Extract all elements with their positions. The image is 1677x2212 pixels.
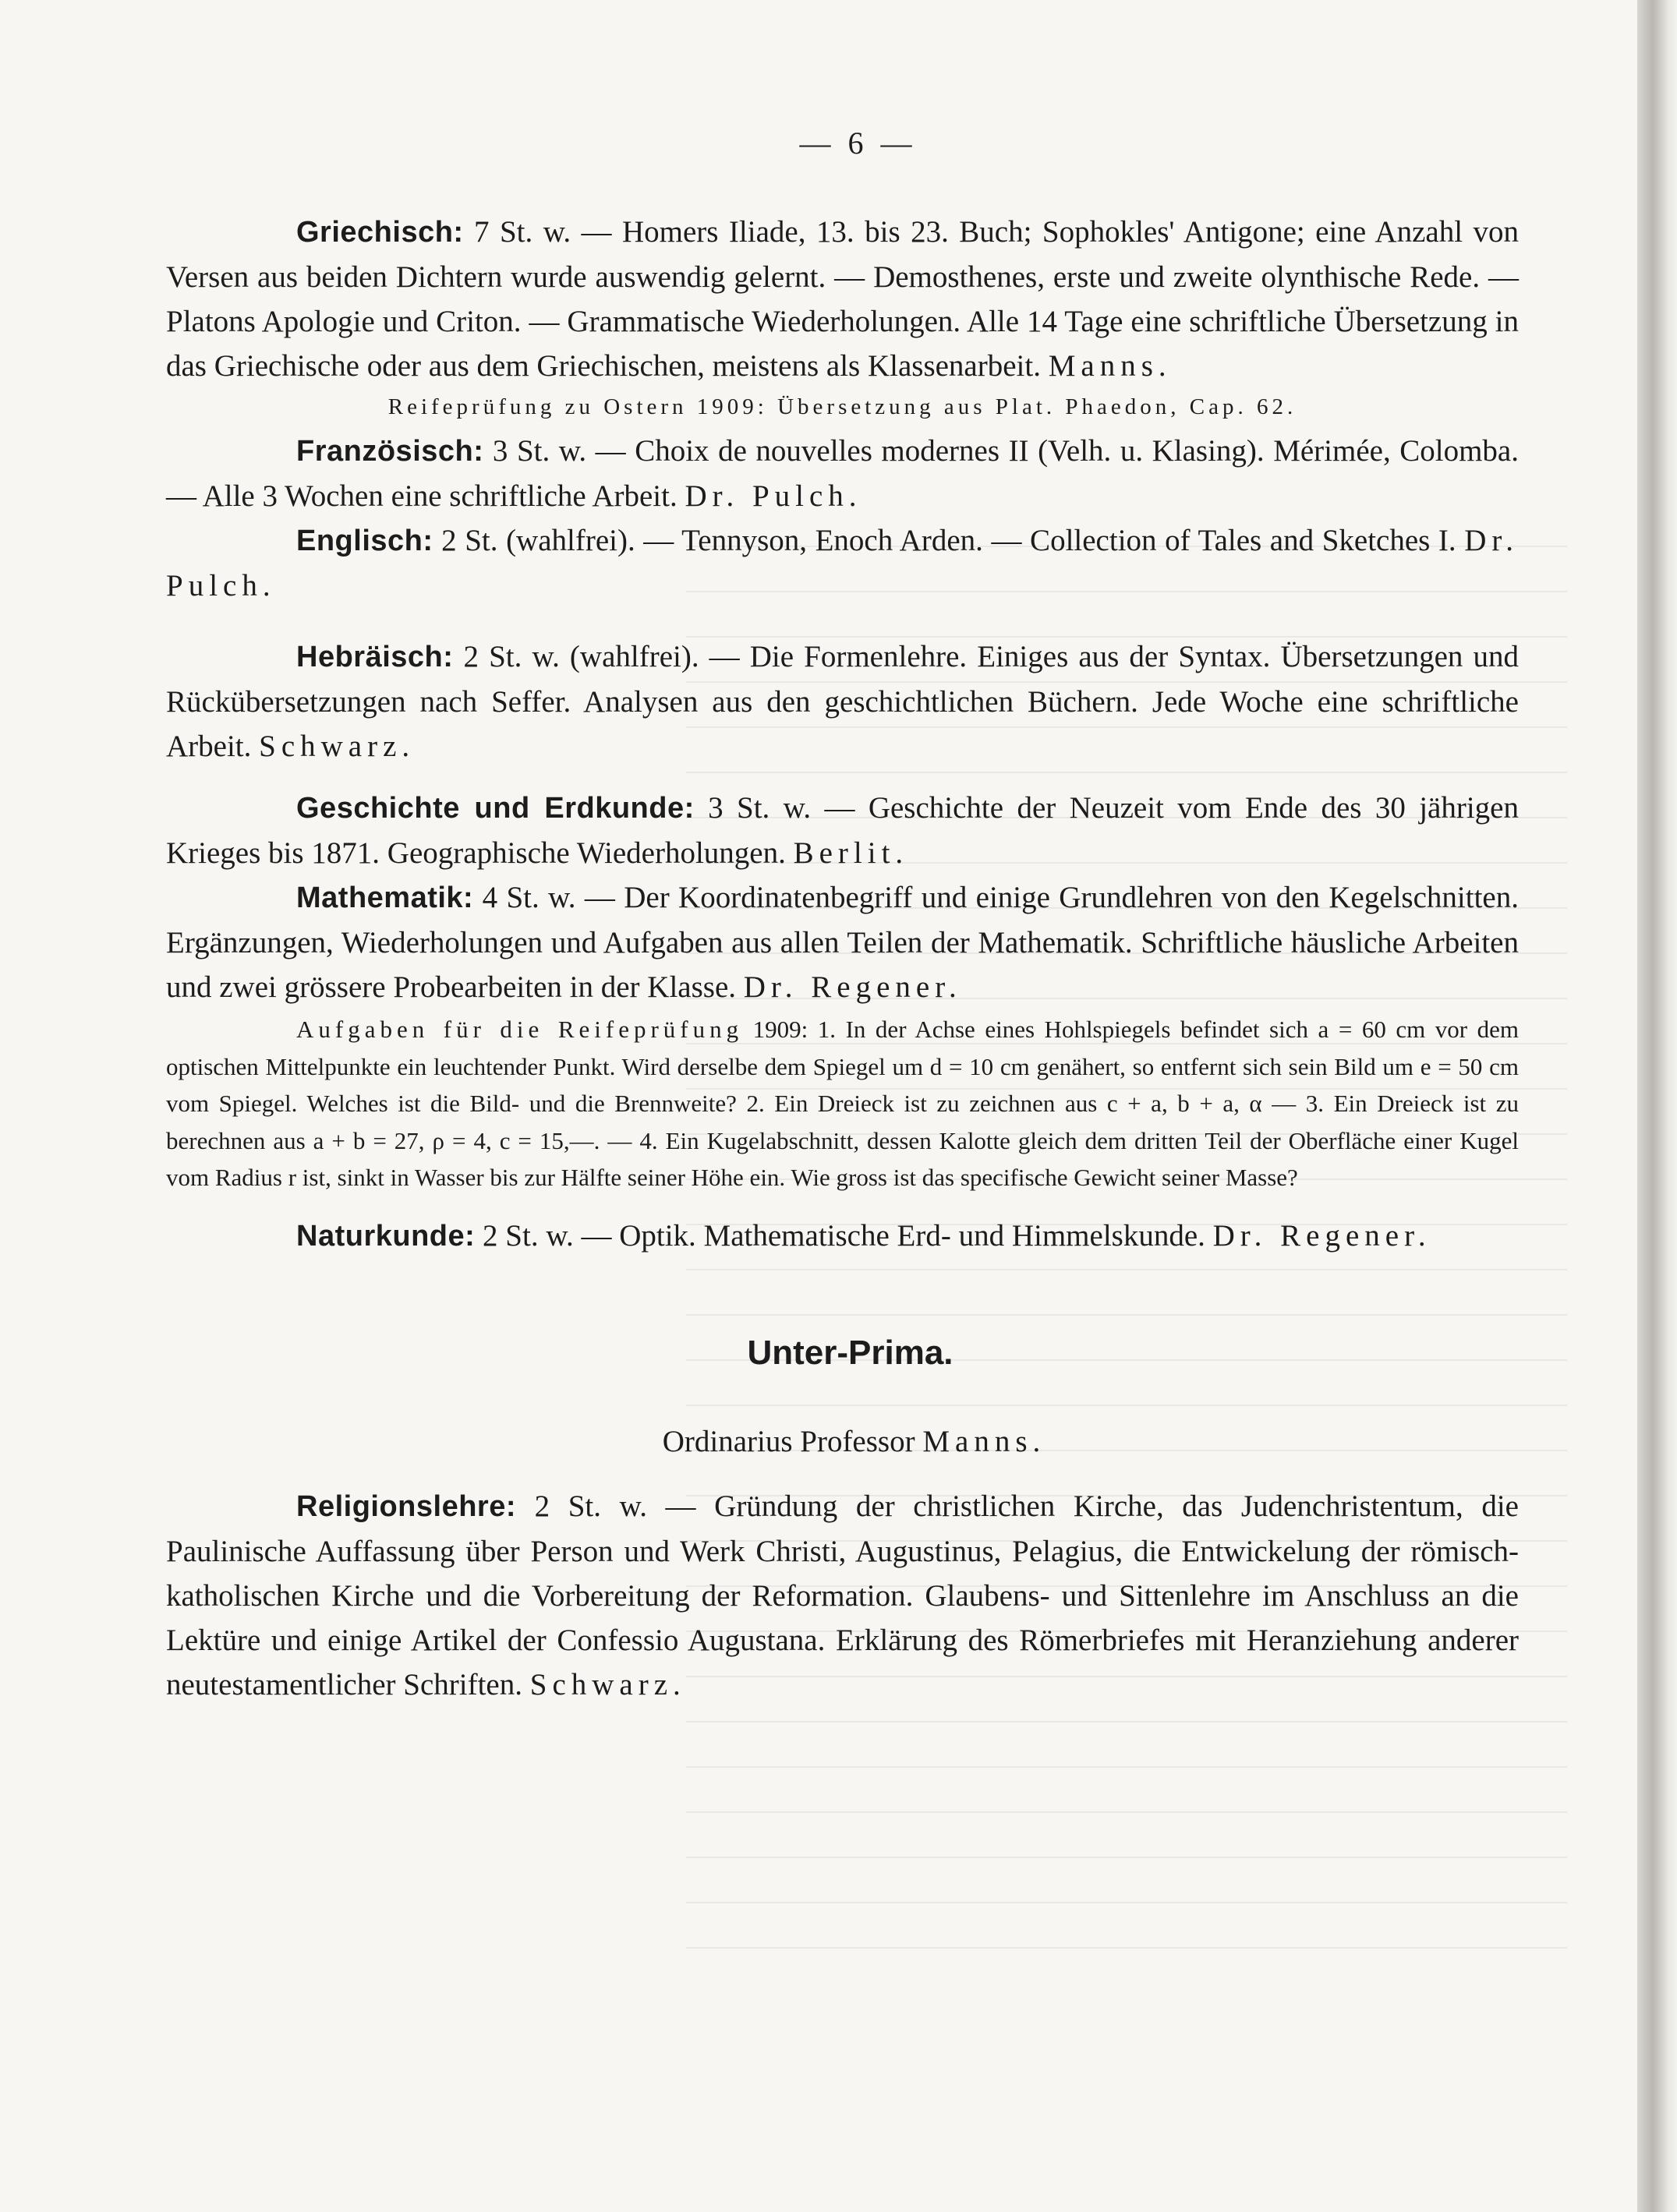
text-griechisch: 7 St. w. — Homers Iliade, 13. bis 23. Buch; Sophokles' Antigone; eine Anzahl von Versen aus beiden Dichtern wurde auswendig gelernt. — Demosthenes, erste und zweite olynthische Rede. — Platons Apologie und Criton. — Grammatische Wiederholungen. Alle 14 Tage eine schriftliche Übersetzung in das Griechische oder aus dem Griechischen, meistens als Klassenarbeit. (166, 215, 1519, 383)
section-title-unter-prima: Unter-Prima. (747, 1333, 953, 1372)
page-edge-shadow (1637, 0, 1677, 2212)
text-englisch: 2 St. (wahlfrei). — Tennyson, Enoch Arden. — Collection of Tales and Sketches I. (433, 524, 1465, 557)
text-mathematik: 4 St. w. — Der Koordinatenbegriff und einige Grundlehren von den Kegelschnitten. Ergänzungen, Wiederholungen und Aufgaben aus allen Teilen der Mathematik. Schriftliche häusliche Arbeiten und zwei grössere Probearbeiten in der Klasse. (166, 881, 1519, 1004)
heading-griechisch: Griechisch: (296, 216, 464, 249)
heading-englisch: Englisch: (296, 525, 433, 557)
text-geschichte: 3 St. w. — Geschichte der Neuzeit vom Ende des 30 jährigen Krieges bis 1871. Geographische Wiederholungen. (166, 791, 1519, 870)
heading-naturkunde: Naturkunde: (296, 1219, 476, 1253)
heading-geschichte: Geschichte und Erdkunde: (296, 792, 695, 825)
paragraph-franzoesisch (166, 429, 1519, 518)
teacher-griechisch: Manns. (1048, 349, 1172, 383)
teacher-religionslehre: Schwarz. (529, 1667, 686, 1701)
teacher-franzoesisch: Dr. Pulch. (685, 479, 862, 513)
teacher-geschichte: Berlit. (793, 836, 909, 870)
paragraph-naturkunde (166, 1214, 1519, 1259)
paragraph-geschichte (166, 786, 1519, 875)
teacher-naturkunde: Dr. Regener. (1212, 1218, 1431, 1253)
heading-hebraeisch: Hebräisch: (296, 641, 454, 673)
text-aufgaben: 1909: 1. In der Achse eines Hohlspiegels befindet sich a = 60 cm vor dem optischen Mittelpunkte ein leuchtender Punkt. Wird derselbe dem Spiegel um d = 10 cm genähert, so entfernt sich sein Bild um e = 50 cm vom Spiegel. Welches ist die Bild- und die Brennweite? 2. Ein Dreieck ist zu zeichnen aus c + a, b + a, α — 3. Ein Dreieck ist zu berechnen aus a + b = 27, ρ = 4, c = 15,—. — 4. Ein Kugelabschnitt, dessen Kalotte gleich dem dritten Teil der Oberfläche einer Kugel vom Radius r ist, sinkt in Wasser bis zur Hälfte seiner Höhe ein. Wie gross ist das specifische Gewicht seiner Masse? (166, 1016, 1519, 1191)
text-naturkunde: 2 St. w. — Optik. Mathematische Erd- und Himmelskunde. (475, 1218, 1213, 1253)
text-religionslehre: 2 St. w. — Gründung der christlichen Kirche, das Judenchristentum, die Paulinische Auffassung über Person und Werk Christi, Augustinus, Pelagius, die Entwickelung der römisch-katholischen Kirche und die Vorbereitung der Reformation. Glaubens- und Sittenlehre im Anschluss an die Lektüre und einige Artikel der Confessio Augustana. Erklärung des Römerbriefes mit Heranziehung anderer neutestamentlicher Schriften. (166, 1489, 1519, 1701)
teacher-englisch: Dr. Pulch. (166, 524, 1519, 602)
document-body (166, 125, 1519, 1707)
label-aufgaben: Aufgaben für die Reifeprüfung (296, 1016, 744, 1043)
text-hebraeisch: 2 St. w. (wahlfrei). — Die Formenlehre. Einiges aus der Syntax. Übersetzungen und Rückübersetzungen nach Seffer. Analysen aus den geschichtlichen Büchern. Jede Woche eine schriftliche Arbeit. (166, 640, 1519, 763)
paragraph-religionslehre (166, 1484, 1519, 1707)
heading-franzoesisch: Französisch: (296, 435, 484, 468)
paragraph-aufgaben (166, 1011, 1519, 1196)
teacher-hebraeisch: Schwarz. (259, 730, 416, 763)
page-number: — 6 — (799, 125, 917, 161)
heading-religionslehre: Religionslehre: (296, 1489, 516, 1523)
heading-mathematik: Mathematik: (296, 882, 474, 914)
paragraph-mathematik (166, 875, 1519, 1009)
text-franzoesisch: 3 St. w. — Choix de nouvelles modernes II (Velh. u. Klasing). Mérimée, Colomba. — Alle 3 Wochen eine schriftliche Arbeit. (166, 434, 1519, 513)
paragraph-hebraeisch (166, 634, 1519, 769)
paragraph-griechisch (166, 210, 1519, 388)
ordinarius-prefix: Ordinarius Professor (662, 1424, 923, 1458)
teacher-mathematik: Dr. Regener. (743, 970, 962, 1004)
paragraph-englisch (166, 518, 1519, 608)
ordinarius-line (166, 1419, 1519, 1464)
reifepruefung-griechisch: Reifeprüfung zu Ostern 1909: Übersetzung aus Plat. Phaedon, Cap. 62. (387, 394, 1297, 419)
ordinarius-name: Manns. (922, 1424, 1046, 1458)
